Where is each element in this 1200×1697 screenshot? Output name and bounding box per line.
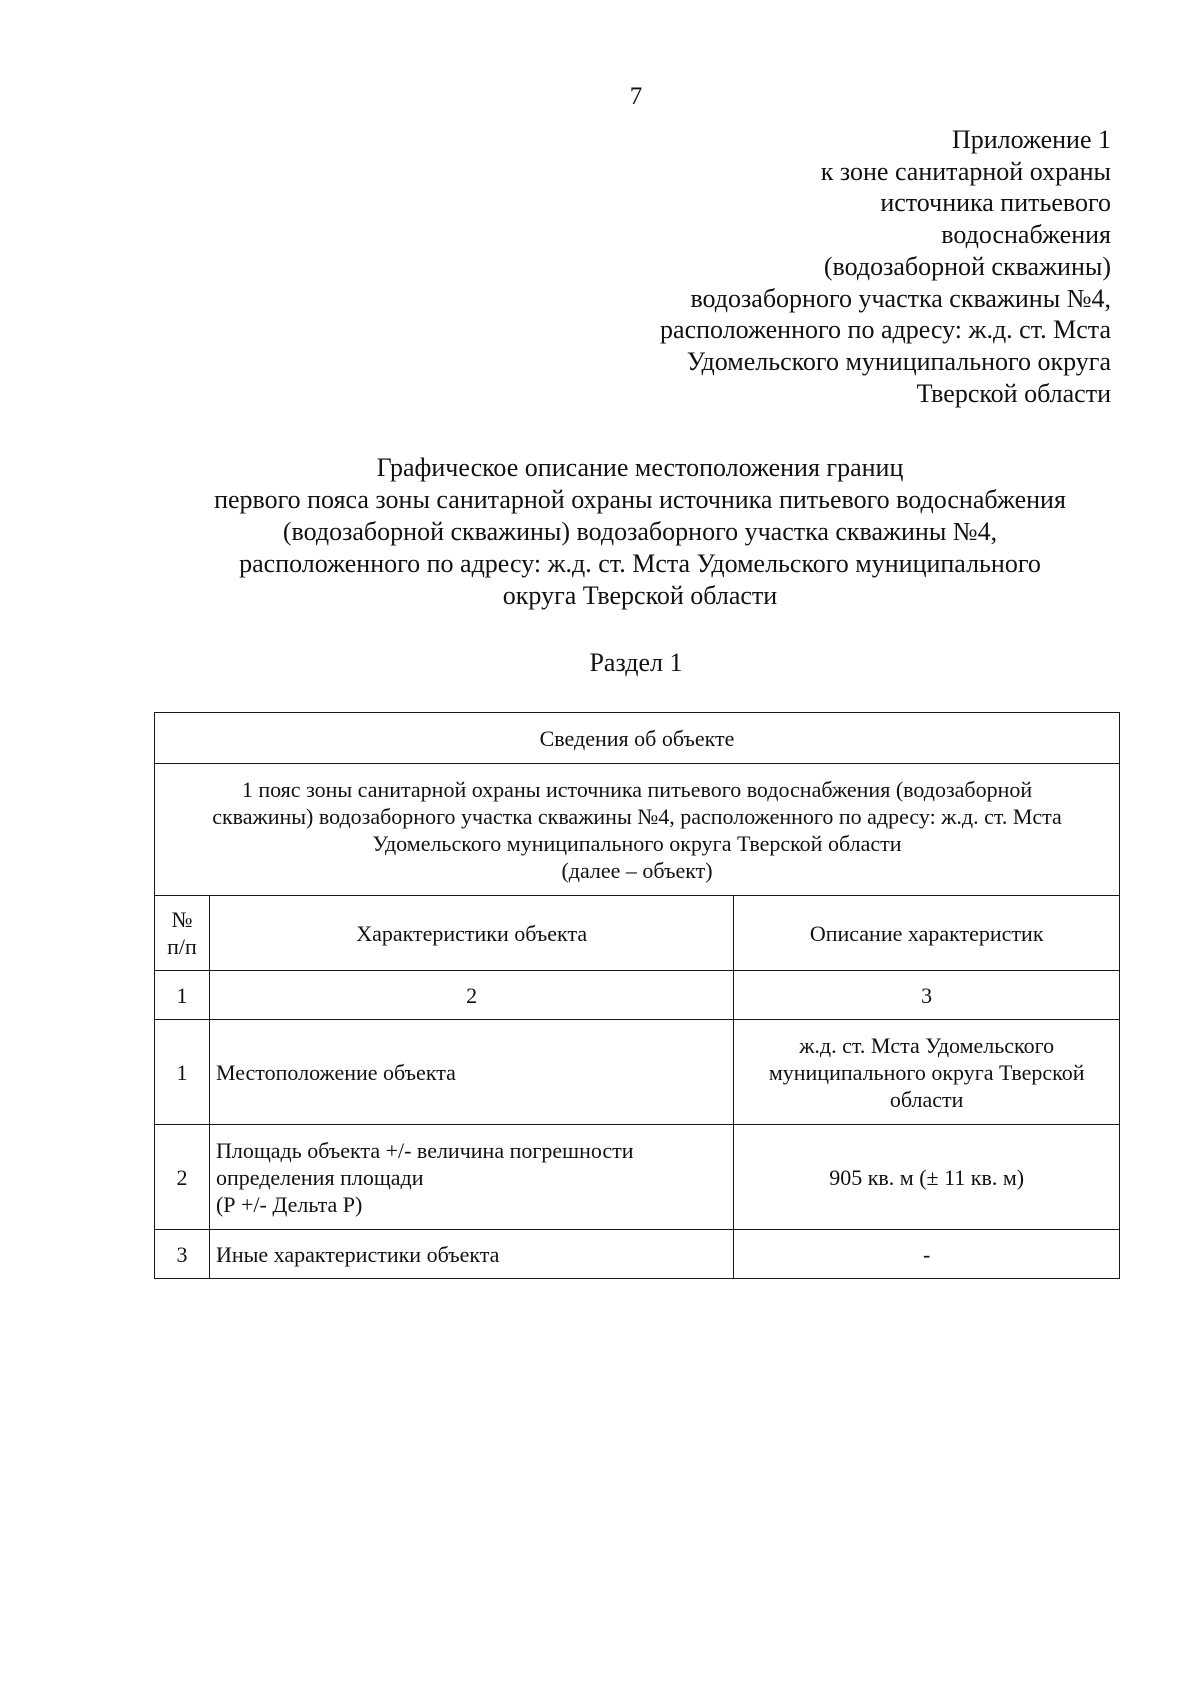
title-line: округа Тверской области [502, 581, 778, 610]
object-description-row [155, 764, 1120, 896]
object-description [155, 764, 1120, 896]
row-characteristic-line: (Р +/- Дельта Р) [215, 1191, 363, 1217]
title-line: Графическое описание местоположения границ [376, 453, 904, 482]
column-number-row [155, 971, 1120, 1020]
appendix-line: (водозаборной скважины) [823, 251, 1111, 281]
row-characteristic [209, 1125, 733, 1230]
column-number: 3 [734, 971, 1120, 1020]
object-line: (далее – объект) [561, 857, 713, 883]
object-info-table [154, 712, 1120, 1279]
appendix-line: Приложение 1 [951, 125, 1111, 154]
table-header: Сведения об объекте [155, 713, 1120, 764]
document-title [60, 452, 1200, 612]
row-characteristic-line: определения площади [215, 1164, 424, 1190]
title-line: расположенного по адресу: ж.д. ст. Мста Удомельского муниципального [239, 549, 1041, 578]
row-value-line: муниципального округа Тверской [768, 1059, 1085, 1085]
appendix-line: источника питьевого [880, 188, 1111, 218]
column-number: 1 [155, 971, 210, 1020]
row-characteristic [209, 1230, 733, 1279]
appendix-line: расположенного по адресу: ж.д. ст. Мста [660, 315, 1111, 345]
table-header-row [155, 713, 1120, 764]
column-header-row [155, 896, 1120, 971]
row-characteristic-line: Иные характеристики объекта [215, 1241, 500, 1267]
column-header-characteristics: Характеристики объекта [209, 896, 733, 971]
appendix-line: Тверской области [916, 378, 1111, 408]
row-number: 1 [155, 1020, 210, 1125]
object-line: 1 пояс зоны санитарной охраны источника питьевого водоснабжения (водозаборной [241, 776, 1033, 802]
row-value-line: 905 кв. м (± 11 кв. м) [829, 1164, 1025, 1190]
table-row [155, 1230, 1120, 1279]
appendix-line: водоснабжения [941, 220, 1111, 250]
row-value-line: - [923, 1241, 931, 1267]
table-row [155, 1125, 1120, 1230]
appendix-caption [660, 124, 1111, 409]
section-title: Раздел 1 [589, 648, 683, 677]
row-value-line: ж.д. ст. Мста Удомельского [799, 1032, 1055, 1058]
page-number: 7 [629, 83, 643, 110]
table-row [155, 1020, 1120, 1125]
object-line: Удомельского муниципального округа Тверской области [372, 830, 902, 856]
column-header-number-line2: п/п [167, 934, 197, 959]
title-line: (водозаборной скважины) водозаборного участка скважины №4, [282, 517, 998, 546]
column-header-number-line1: № [171, 907, 193, 932]
row-value [734, 1125, 1120, 1230]
title-line: первого пояса зоны санитарной охраны источника питьевого водоснабжения [214, 485, 1066, 514]
row-characteristic-line: Местоположение объекта [215, 1059, 456, 1085]
appendix-line: водозаборного участка скважины №4, [690, 283, 1111, 313]
appendix-line: Удомельского муниципального округа [686, 346, 1111, 376]
row-value-line: области [889, 1086, 964, 1112]
column-number: 2 [209, 971, 733, 1020]
column-header-number [155, 896, 210, 971]
row-number: 3 [155, 1230, 210, 1279]
row-number: 2 [155, 1125, 210, 1230]
appendix-line: к зоне санитарной охраны [820, 156, 1111, 186]
row-characteristic [209, 1020, 733, 1125]
row-value [734, 1020, 1120, 1125]
row-value [734, 1230, 1120, 1279]
column-header-description: Описание характеристик [734, 896, 1120, 971]
row-characteristic-line: Площадь объекта +/- величина погрешности [215, 1137, 634, 1163]
object-line: скважины) водозаборного участка скважины №4, расположенного по адресу: ж.д. ст. Мста [212, 803, 1062, 829]
